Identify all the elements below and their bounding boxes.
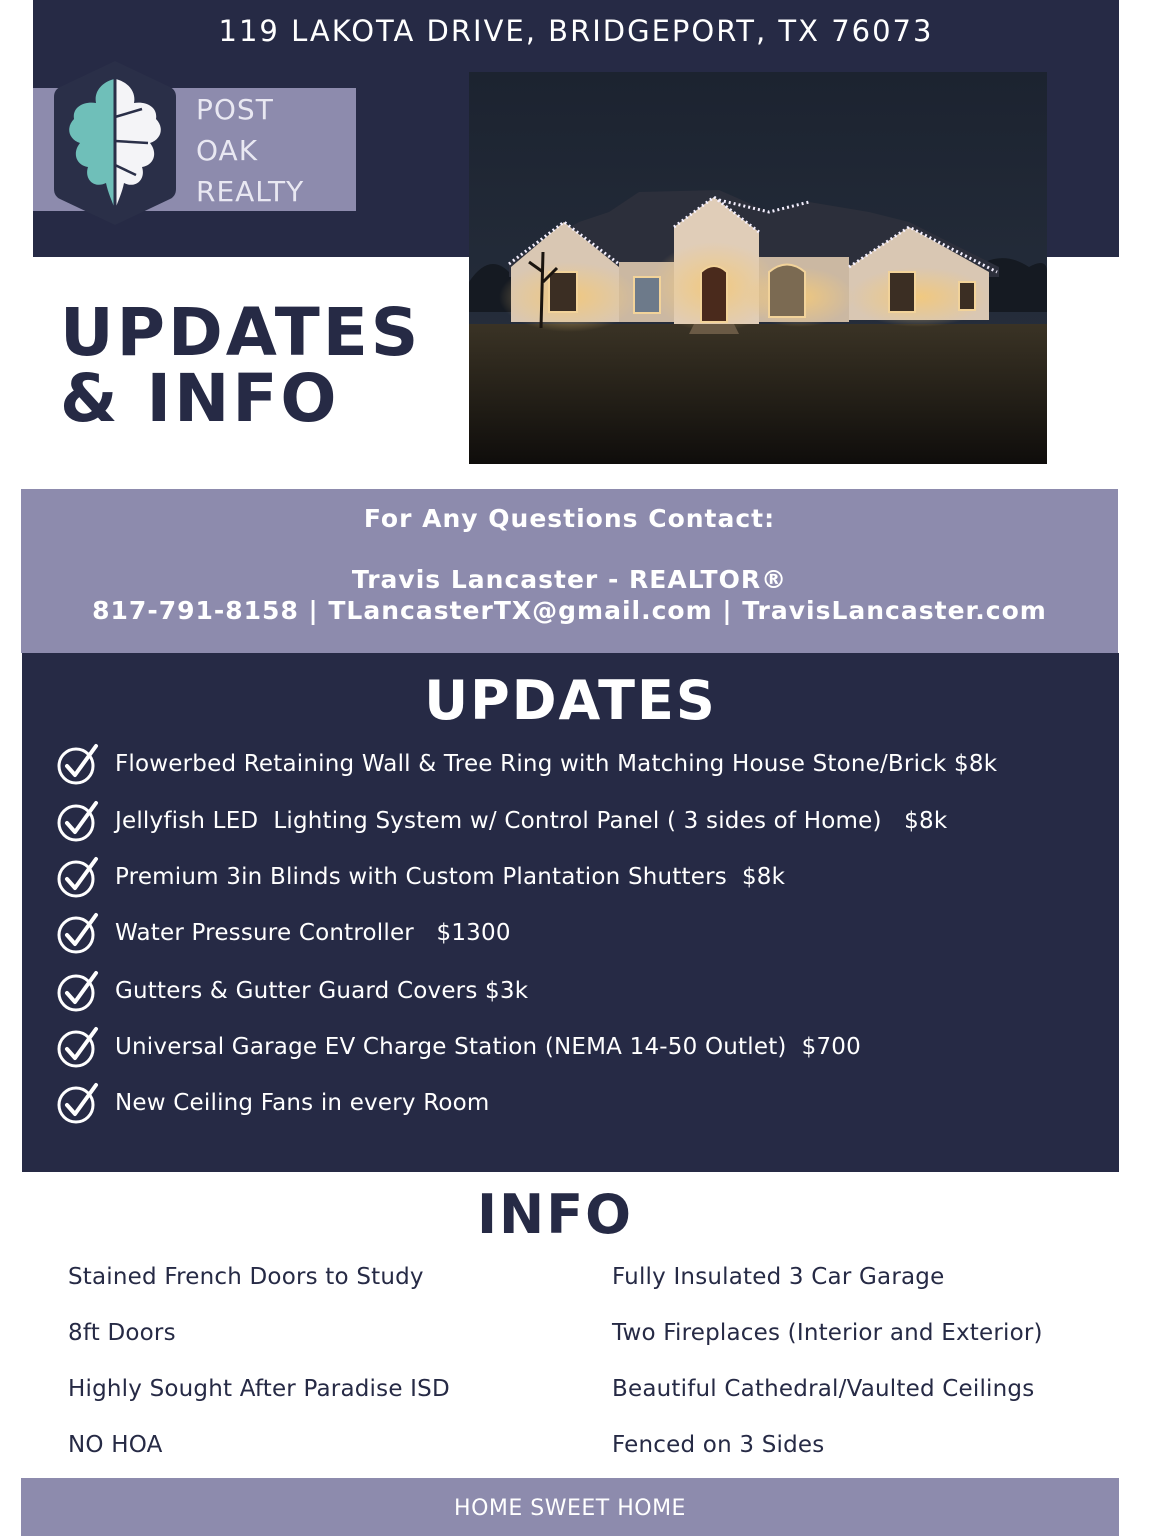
info-item-left: Stained French Doors to Study: [68, 1264, 424, 1290]
update-item: [56, 1023, 861, 1071]
check-circle-icon: [56, 1081, 100, 1125]
page-title-line1: UPDATES: [60, 294, 422, 371]
logo-word-realty: REALTY: [196, 175, 305, 208]
page-title: [60, 294, 422, 437]
info-item-right: Fully Insulated 3 Car Garage: [612, 1264, 945, 1290]
logo-wordmark: [196, 89, 304, 212]
contact-band: [21, 489, 1118, 653]
update-item-text: Jellyfish LED Lighting System w/ Control Panel ( 3 sides of Home) $8k: [115, 808, 948, 834]
contact-name: Travis Lancaster - REALTOR®: [351, 565, 788, 594]
check-circle-icon: [56, 799, 100, 843]
update-item-text: Premium 3in Blinds with Custom Plantation Shutters $8k: [115, 864, 786, 890]
update-item-text: Flowerbed Retaining Wall & Tree Ring with Matching House Stone/Brick $8k: [115, 751, 998, 777]
update-item: [56, 909, 511, 957]
update-item-text: New Ceiling Fans in every Room: [115, 1090, 490, 1116]
logo-word-oak: OAK: [196, 134, 259, 167]
page-title-line2: & INFO: [60, 360, 340, 437]
check-circle-icon: [56, 1025, 100, 1069]
info-item-right: Two Fireplaces (Interior and Exterior): [612, 1320, 1043, 1346]
check-circle-icon: [56, 742, 100, 786]
footer-band: HOME SWEET HOME: [21, 1478, 1119, 1536]
update-item-text: Gutters & Gutter Guard Covers $3k: [115, 978, 529, 1004]
update-item: [56, 1079, 490, 1127]
info-heading: INFO: [476, 1183, 634, 1246]
update-item: [56, 797, 947, 845]
update-item: [56, 740, 997, 788]
logo-word-post: POST: [196, 93, 274, 126]
house-night-photo: [469, 72, 1047, 464]
info-item-left: Highly Sought After Paradise ISD: [68, 1376, 450, 1402]
check-circle-icon: [56, 969, 100, 1013]
update-item: [56, 853, 785, 901]
info-item-right: Beautiful Cathedral/Vaulted Ceilings: [612, 1376, 1035, 1402]
contact-details: 817-791-8158 | TLancasterTX@gmail.com | TravisLancaster.com: [92, 596, 1047, 625]
update-item: [56, 967, 528, 1015]
info-item-left: NO HOA: [68, 1432, 163, 1458]
property-address: 119 LAKOTA DRIVE, BRIDGEPORT, TX 76073: [218, 14, 934, 48]
check-circle-icon: [56, 855, 100, 899]
info-item-left: 8ft Doors: [68, 1320, 176, 1346]
update-item-text: Universal Garage EV Charge Station (NEMA 14-50 Outlet) $700: [115, 1034, 861, 1060]
update-item-text: Water Pressure Controller $1300: [115, 920, 511, 946]
contact-heading: For Any Questions Contact:: [363, 504, 776, 533]
oak-leaf-logo-icon: [50, 57, 180, 229]
check-circle-icon: [56, 911, 100, 955]
updates-heading: UPDATES: [424, 669, 717, 732]
info-item-right: Fenced on 3 Sides: [612, 1432, 825, 1458]
updates-panel: [22, 653, 1119, 1172]
